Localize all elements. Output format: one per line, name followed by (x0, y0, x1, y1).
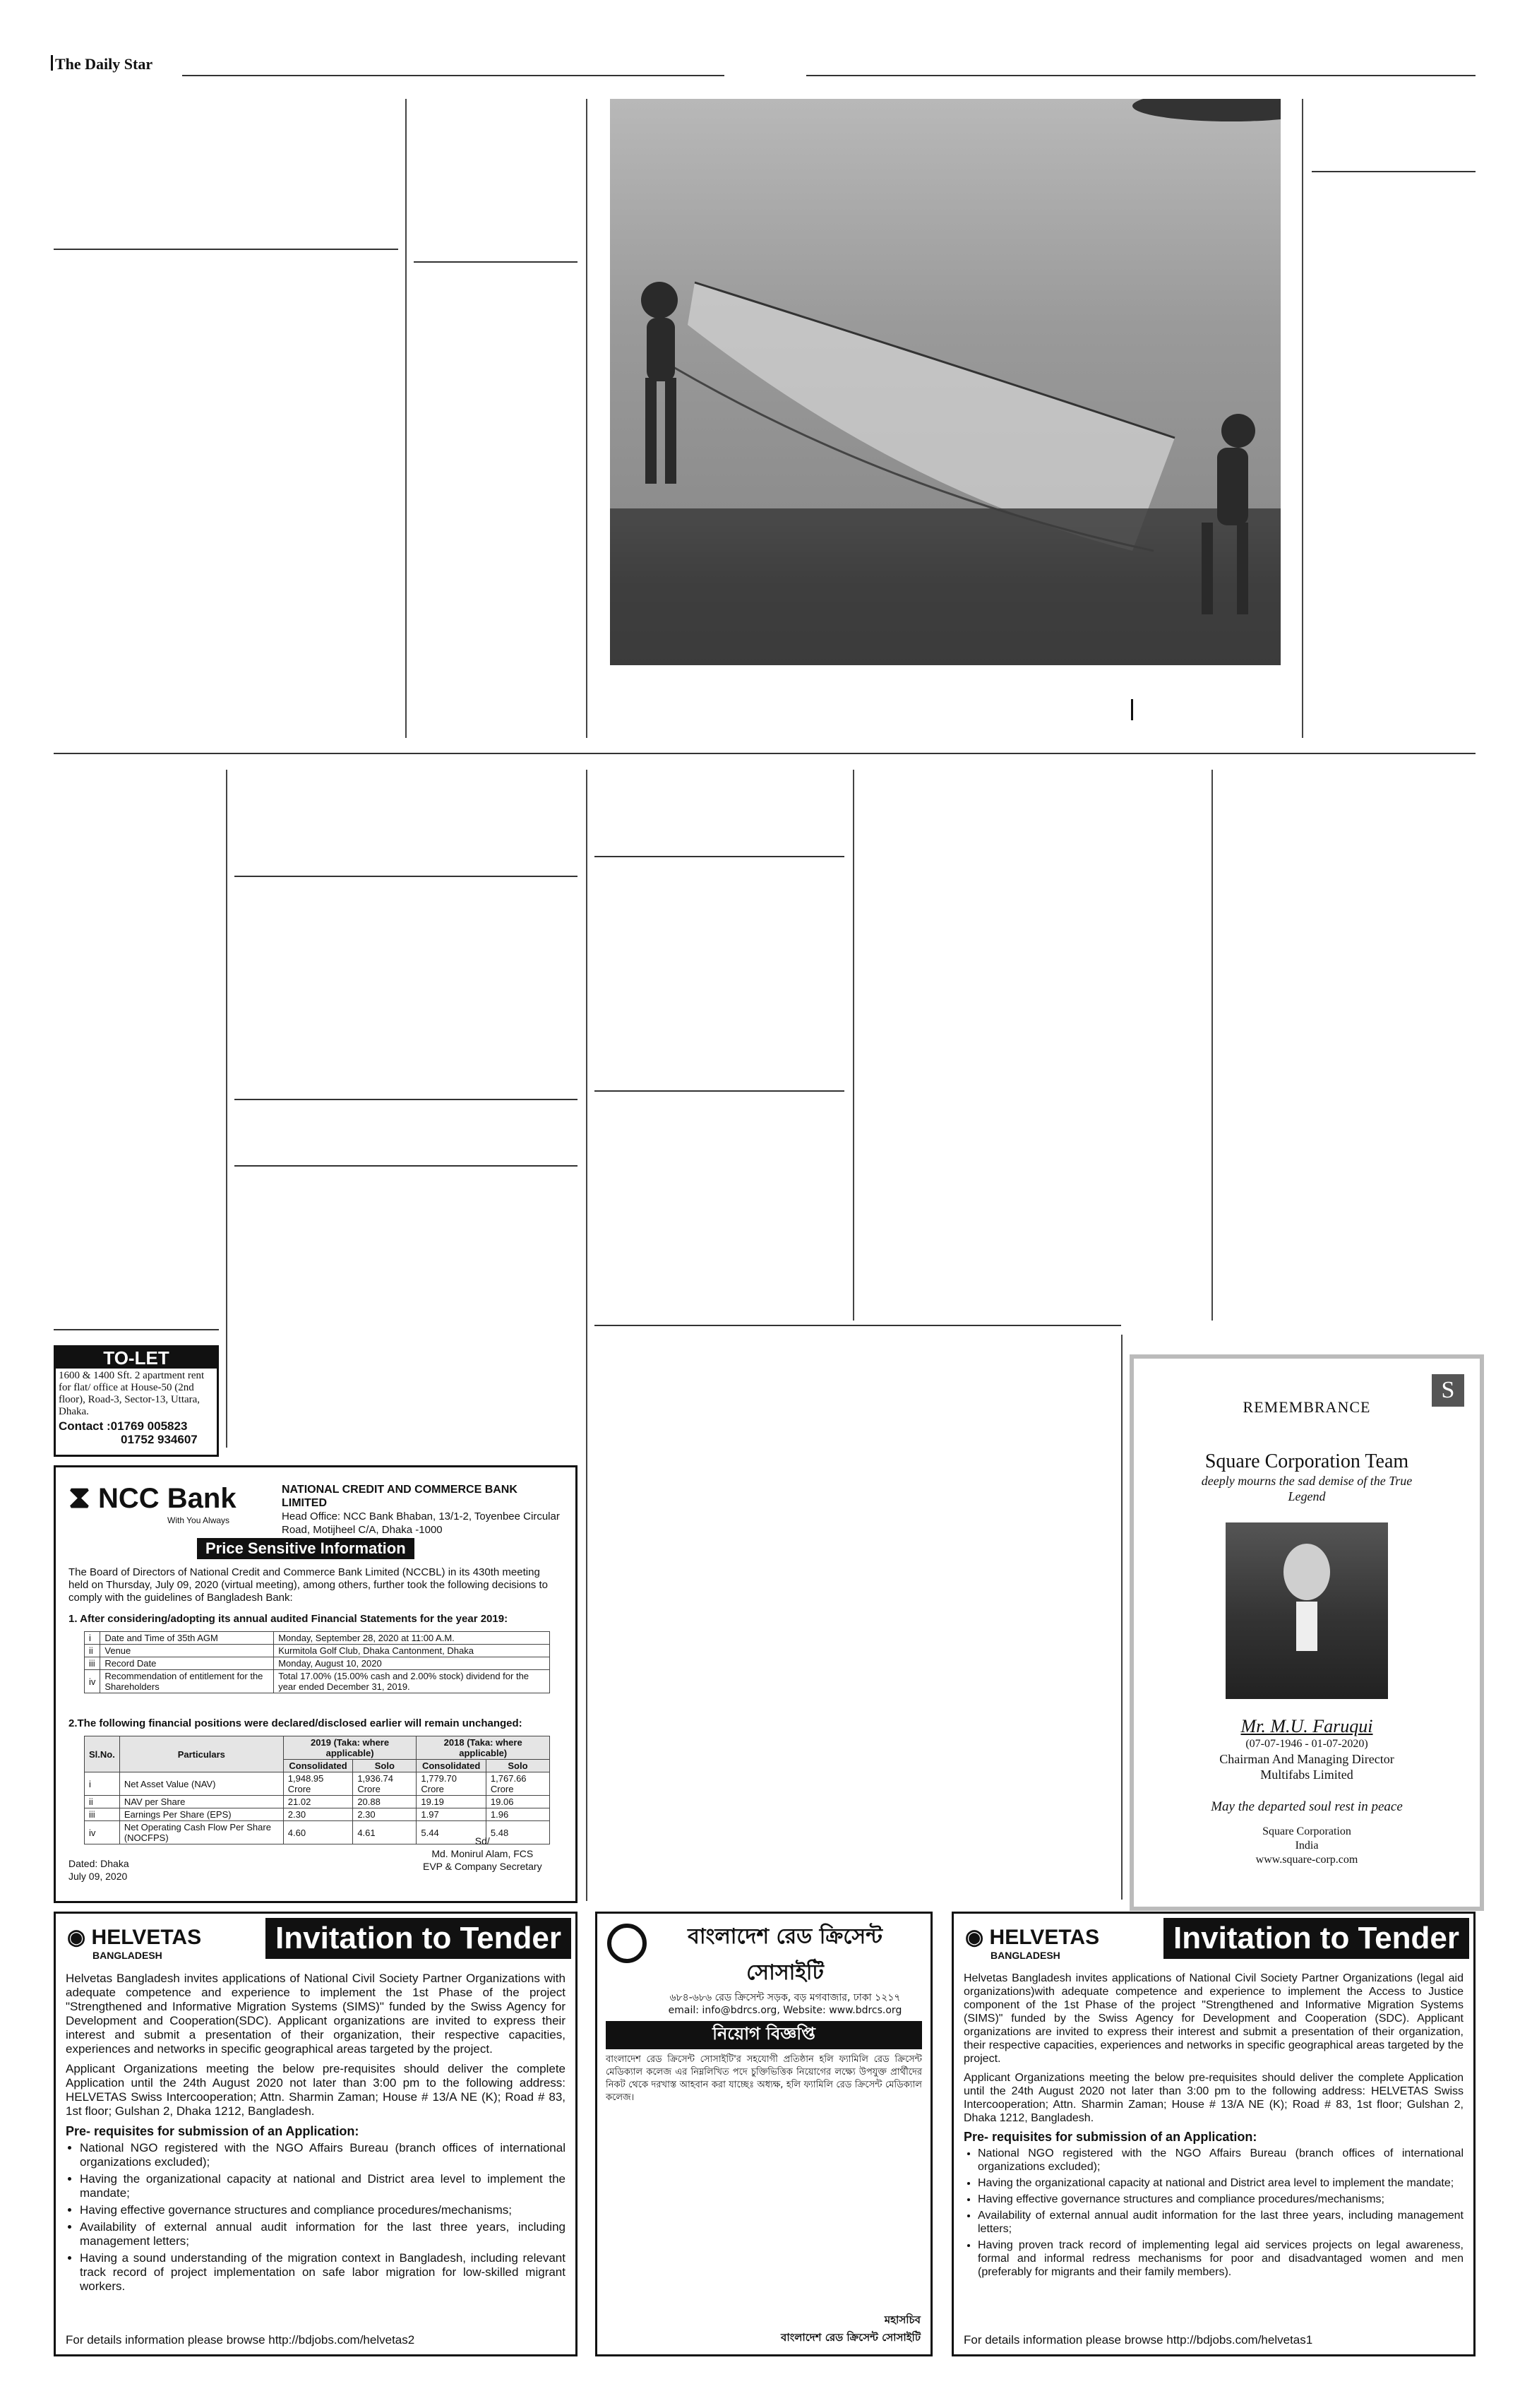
portrait-head (1283, 1544, 1330, 1600)
table-cell: 20.88 (353, 1796, 417, 1808)
ncc-signature (423, 1835, 542, 1873)
table-cell: Venue (100, 1645, 274, 1657)
to-let-heading: TO-LET (56, 1347, 217, 1369)
story-rule (54, 1329, 219, 1330)
th-solo: Solo (353, 1760, 417, 1772)
story-rule (234, 1165, 578, 1167)
tender-p1: Helvetas Bangladesh invites applications of National Civil Society Partner Organizations with adequate competence and experience to implement the 1st Phase of the project "Strengthened and Informative Migration Systems (SIMS)" funded by the Swiss Agency for Development and Cooperation(SDC). Applicant organizations are invited to express their interest and submit a presentation of their organization, their respective capacities, experiences and networks in specific geographical areas targeted by the project. (66, 1972, 565, 2056)
column-rule (226, 770, 227, 1448)
remembrance-rest: May the departed soul rest in peace (1211, 1799, 1403, 1814)
details-link[interactable]: For details information please browse http://bdjobs.com/helvetas2 (66, 2333, 415, 2347)
table-cell: i (85, 1632, 100, 1645)
details-link[interactable]: For details information please browse http://bdjobs.com/helvetas1 (964, 2333, 1313, 2347)
header-rule-right (806, 75, 1476, 76)
table-cell: 1,948.95 Crore (283, 1772, 353, 1796)
globe-icon: ◉ (67, 1926, 86, 1949)
prereq-title: Pre- requisites for submission of an Application: (964, 2130, 1257, 2144)
financial-table (84, 1736, 550, 1844)
tender-text (964, 1972, 1464, 2282)
th-cons: Consolidated (283, 1760, 353, 1772)
helvetas-logo-text: HELVETAS (989, 1926, 1100, 1949)
prereq-item: • Having the organizational capacity at national and District area level to implement the mandate; (80, 2172, 565, 2200)
tender-banner: Invitation to Tender (1163, 1918, 1469, 1959)
table-cell: i (85, 1772, 120, 1796)
ncc-tagline: With You Always (167, 1515, 230, 1525)
ncc-header (282, 1483, 564, 1537)
dated-value: July 09, 2020 (68, 1871, 128, 1882)
column-rule (853, 770, 854, 1321)
table-cell: 5.48 (486, 1821, 549, 1844)
story-rule (54, 249, 398, 250)
table-cell: Net Asset Value (NAV) (119, 1772, 283, 1796)
story-rule (594, 856, 844, 857)
ncc-head-office: Head Office: NCC Bank Bhaban, 13/1-2, Toyenbee Circular Road, Motijheel C/A, Dhaka -1000 (282, 1510, 560, 1536)
prereq-item: • Having effective governance structures and compliance procedures/mechanisms; (978, 2193, 1464, 2206)
rc-sign-1: মহাসচিব (884, 2313, 921, 2326)
tender-p1: Helvetas Bangladesh invites applications of National Civil Society Partner Organizations (legal aid organizations)with adequate competence and experience to implement the Access to Justice component of the 1st Phase of the project "Strengthened and Informative Migration Systems (SIMS)" funded by the Swiss Agency for Development and Cooperation (SDC). Applicant organizations are invited to express their interest and submit a presentation of their organization, their respective capacities, experiences and networks in specific geographical areas targeted by the project. (964, 1972, 1464, 2065)
story-rule (594, 1325, 1121, 1326)
remembrance-dates: (07-07-1946 - 01-07-2020) (1245, 1738, 1368, 1750)
table-cell: Kurmitola Golf Club, Dhaka Cantonment, Dhaka (274, 1645, 550, 1657)
section-1-title: 1. After considering/adopting its annual audited Financial Statements for the year 2019: (68, 1613, 508, 1625)
ncc-bank-name: NATIONAL CREDIT AND COMMERCE BANK LIMITED (282, 1484, 517, 1509)
table-cell: Earnings Per Share (EPS) (119, 1808, 283, 1821)
masthead: The Daily Star (55, 55, 153, 73)
table-cell: iii (85, 1657, 100, 1670)
table-cell: Net Operating Cash Flow Per Share (NOCFPS) (119, 1821, 283, 1844)
ncc-intro: The Board of Directors of National Credit and Commerce Bank Limited (NCCBL) in its 430th meeting held on Thursday, July 09, 2020 (virtual meeting), among others, further took the following decisions to comply with the guidelines of Bangladesh Bank: (68, 1566, 548, 1604)
column-rule (1121, 1335, 1123, 1900)
tender-p2: Applicant Organizations meeting the below pre-requisites should deliver the complete Application until the 24th August 2020 not later than 3:00 pm to the following address: HELVETAS Swiss Intercooperation; Attn. Sharmin Zaman; House # 13/A NE (K); Road # 83, 1st floor; Gulshan 2, Dhaka 1212, Bangladesh. (66, 2062, 565, 2118)
to-let-body: 1600 & 1400 Sft. 2 apartment rent for flat/ office at House-50 (2nd floor), Road-3, Sector-13, Uttara, Dhaka. (59, 1370, 205, 1417)
story-rule (1312, 171, 1476, 172)
globe-icon: ◉ (965, 1926, 984, 1949)
table-cell: 5.44 (417, 1821, 486, 1844)
helvetas-logo (965, 1925, 1099, 1961)
prereq-item: • National NGO registered with the NGO Affairs Bureau (branch offices of international organizations excluded); (978, 2147, 1464, 2174)
table-row (85, 1657, 550, 1670)
agm-table (84, 1631, 550, 1693)
table-cell: 2.30 (283, 1808, 353, 1821)
prereq-item: • Having proven track record of implementing legal aid services projects on legal awareness, formal and informal redress mechanisms for poor and disadvantaged women and men (preferably for migrants and their family members). (978, 2239, 1464, 2279)
tender-text (66, 1972, 565, 2296)
helvetas-tender-ad-left (54, 1912, 578, 2356)
table-cell: Record Date (100, 1657, 274, 1670)
table-cell: Monday, September 28, 2020 at 11:00 A.M. (274, 1632, 550, 1645)
section-2-title: 2.The following financial positions were declared/disclosed earlier will remain unchanged: (68, 1717, 522, 1729)
remembrance-team: Square Corporation Team (1204, 1450, 1409, 1472)
prereq-list (66, 2141, 565, 2294)
prereq-list (964, 2147, 1464, 2279)
table-cell: iv (85, 1670, 100, 1693)
photo-illustration (610, 99, 1281, 665)
rc-address: ৬৮৪-৬৮৬ রেড ক্রিসেন্ট সড়ক, বড় মগবাজার, ঢাকা ১২১৭ (669, 1992, 901, 2003)
phone-2: 01752 934607 (121, 1433, 198, 1446)
rc-body: বাংলাদেশ রেড ক্রিসেন্ট সোসাইটি'র সহযোগী প্রতিষ্ঠান হলি ফ্যামিলি রেড ক্রিসেন্ট মেডিক্যাল কলেজ এর নিম্নলিখিত পদে চুক্তিভিত্তিক নিয়োগের লক্ষ্যে উপযুক্ত প্রার্থীদের নিকট থেকে দরখাস্ত আহবান করা যাচ্ছেঃ অধ্যক্ষ, হলি ফ্যামিলি রেড ক্রিসেন্ট মেডিক্যাল কলেজ। (606, 2054, 922, 2103)
phone-1: 01769 005823 (110, 1419, 188, 1433)
rc-sign-2: বাংলাদেশ রেড ক্রিসেন্ট সোসাইটি (781, 2331, 921, 2344)
table-row (85, 1632, 550, 1645)
table-row (85, 1670, 550, 1693)
to-let-ad (54, 1345, 219, 1457)
prereq-item: • Availability of external annual audit information for the last three years, including management letters; (978, 2209, 1464, 2236)
portrait-shirt (1296, 1602, 1317, 1651)
table-cell: Date and Time of 35th AGM (100, 1632, 274, 1645)
header-rule-left (182, 75, 724, 76)
portrait-photo (1226, 1522, 1388, 1699)
table-cell: ii (85, 1796, 120, 1808)
table-cell: 1,779.70 Crore (417, 1772, 486, 1796)
remembrance-org: Square Corporation (1262, 1825, 1351, 1837)
ncc-bank-price-sensitive-ad (54, 1465, 578, 1903)
folio-bar (51, 55, 53, 71)
prereq-item: • Having effective governance structures and compliance procedures/mechanisms; (80, 2203, 565, 2217)
ncc-logo-text: NCC Bank (98, 1483, 237, 1514)
tender-p2: Applicant Organizations meeting the below pre-requisites should deliver the complete Application until the 24th August 2020 not later than 3:00 pm to the following address: HELVETAS Swiss Intercooperation; Attn. Sharmin Zaman; House # 13/A NE (K); Road # 83, 1st floor; Gulshan 2, Dhaka 1212, Bangladesh. (964, 2072, 1464, 2124)
th-solo: Solo (486, 1760, 549, 1772)
table-row (85, 1808, 550, 1821)
remembrance-title: Chairman And Managing Director (1219, 1752, 1394, 1766)
table-cell: iv (85, 1821, 120, 1844)
red-crescent-logo-icon (607, 1924, 647, 1963)
news-photo-children-fishing-net (610, 99, 1281, 665)
rc-notice: নিয়োগ বিজ্ঞপ্তি (606, 2021, 922, 2049)
remembrance-name: Mr. M.U. Faruqui (1240, 1716, 1373, 1736)
prereq-item: • National NGO registered with the NGO Affairs Bureau (branch offices of international organizations excluded); (80, 2141, 565, 2169)
column-rule (586, 770, 587, 1901)
helvetas-logo (67, 1925, 201, 1961)
dated-label: Dated: Dhaka (68, 1858, 129, 1869)
table-cell: 1,936.74 Crore (353, 1772, 417, 1796)
table-row (85, 1796, 550, 1808)
ncc-dated (68, 1857, 129, 1883)
prereq-item: • Availability of external annual audit information for the last three years, including management letters; (80, 2220, 565, 2248)
remembrance-heading: REMEMBRANCE (1243, 1398, 1371, 1416)
prereq-item: • Having the organizational capacity at national and District area level to implement the mandate; (978, 2176, 1464, 2190)
designation: EVP & Company Secretary (423, 1861, 542, 1872)
rc-contact: email: info@bdrcs.org, Website: www.bdrcs.org (668, 2005, 902, 2016)
table-row (85, 1772, 550, 1796)
remembrance-web: www.square-corp.com (1255, 1854, 1358, 1866)
remembrance-country: India (1295, 1840, 1319, 1852)
story-rule (414, 261, 578, 263)
helvetas-logo-sub: BANGLADESH (92, 1950, 162, 1961)
table-cell: Total 17.00% (15.00% cash and 2.00% stock) dividend for the year ended December 31, 2019. (274, 1670, 550, 1693)
ncc-swirl-icon: ⧗ (68, 1480, 90, 1515)
table-cell: 4.60 (283, 1821, 353, 1844)
column-rule (1302, 99, 1303, 738)
helvetas-logo-sub: BANGLADESH (991, 1950, 1060, 1961)
table-cell: 1.97 (417, 1808, 486, 1821)
table-cell: 2.30 (353, 1808, 417, 1821)
table-cell: NAV per Share (119, 1796, 283, 1808)
table-cell: 4.61 (353, 1821, 417, 1844)
story-rule (234, 1099, 578, 1100)
remembrance-mourn: deeply mourns the sad demise of the True Legend (1201, 1474, 1413, 1503)
table-cell: 1,767.66 Crore (486, 1772, 549, 1796)
table-cell: 19.06 (486, 1796, 549, 1808)
helvetas-logo-text: HELVETAS (91, 1926, 202, 1949)
table-cell: ii (85, 1645, 100, 1657)
rc-signature (781, 2312, 921, 2347)
contact-label: Contact : (59, 1419, 111, 1433)
table-row (85, 1645, 550, 1657)
tender-banner: Invitation to Tender (265, 1918, 571, 1959)
column-rule (586, 99, 587, 738)
table-cell: 19.19 (417, 1796, 486, 1808)
remembrance-ad (1130, 1354, 1484, 1911)
prereq-item: • Having a sound understanding of the migration context in Bangladesh, including relevant track record of project implementation on safe labor migration for low-skilled migrant workers. (80, 2251, 565, 2294)
rc-title: বাংলাদেশ রেড ক্রিসেন্ট সোসাইটি (688, 1924, 882, 1985)
square-logo-icon: S (1432, 1374, 1464, 1407)
red-crescent-recruitment-ad (595, 1912, 933, 2356)
table-cell: Recommendation of entitlement for the Shareholders (100, 1670, 274, 1693)
signatory: Md. Monirul Alam, FCS (431, 1848, 534, 1859)
helvetas-tender-ad-right (952, 1912, 1476, 2356)
story-rule (234, 876, 578, 877)
table-cell: 21.02 (283, 1796, 353, 1808)
th-sl: Sl.No. (85, 1736, 120, 1772)
table-cell: Monday, August 10, 2020 (274, 1657, 550, 1670)
column-rule (1211, 770, 1213, 1321)
th-2019: 2019 (Taka: where applicable) (283, 1736, 417, 1760)
to-let-contact (56, 1419, 217, 1433)
table-cell: 1.96 (486, 1808, 549, 1821)
th-particulars: Particulars (119, 1736, 283, 1772)
th-2018: 2018 (Taka: where applicable) (417, 1736, 550, 1760)
price-sensitive-banner: Price Sensitive Information (197, 1538, 414, 1559)
prereq-title: Pre- requisites for submission of an Application: (66, 2124, 359, 2138)
remembrance-company: Multifabs Limited (1260, 1768, 1353, 1782)
story-rule (594, 1090, 844, 1092)
sd: Sd/ (474, 1835, 490, 1847)
section-rule (54, 753, 1476, 754)
photo-credit-bar (1131, 699, 1133, 720)
column-rule (405, 99, 407, 738)
table-cell: iii (85, 1808, 120, 1821)
th-cons: Consolidated (417, 1760, 486, 1772)
